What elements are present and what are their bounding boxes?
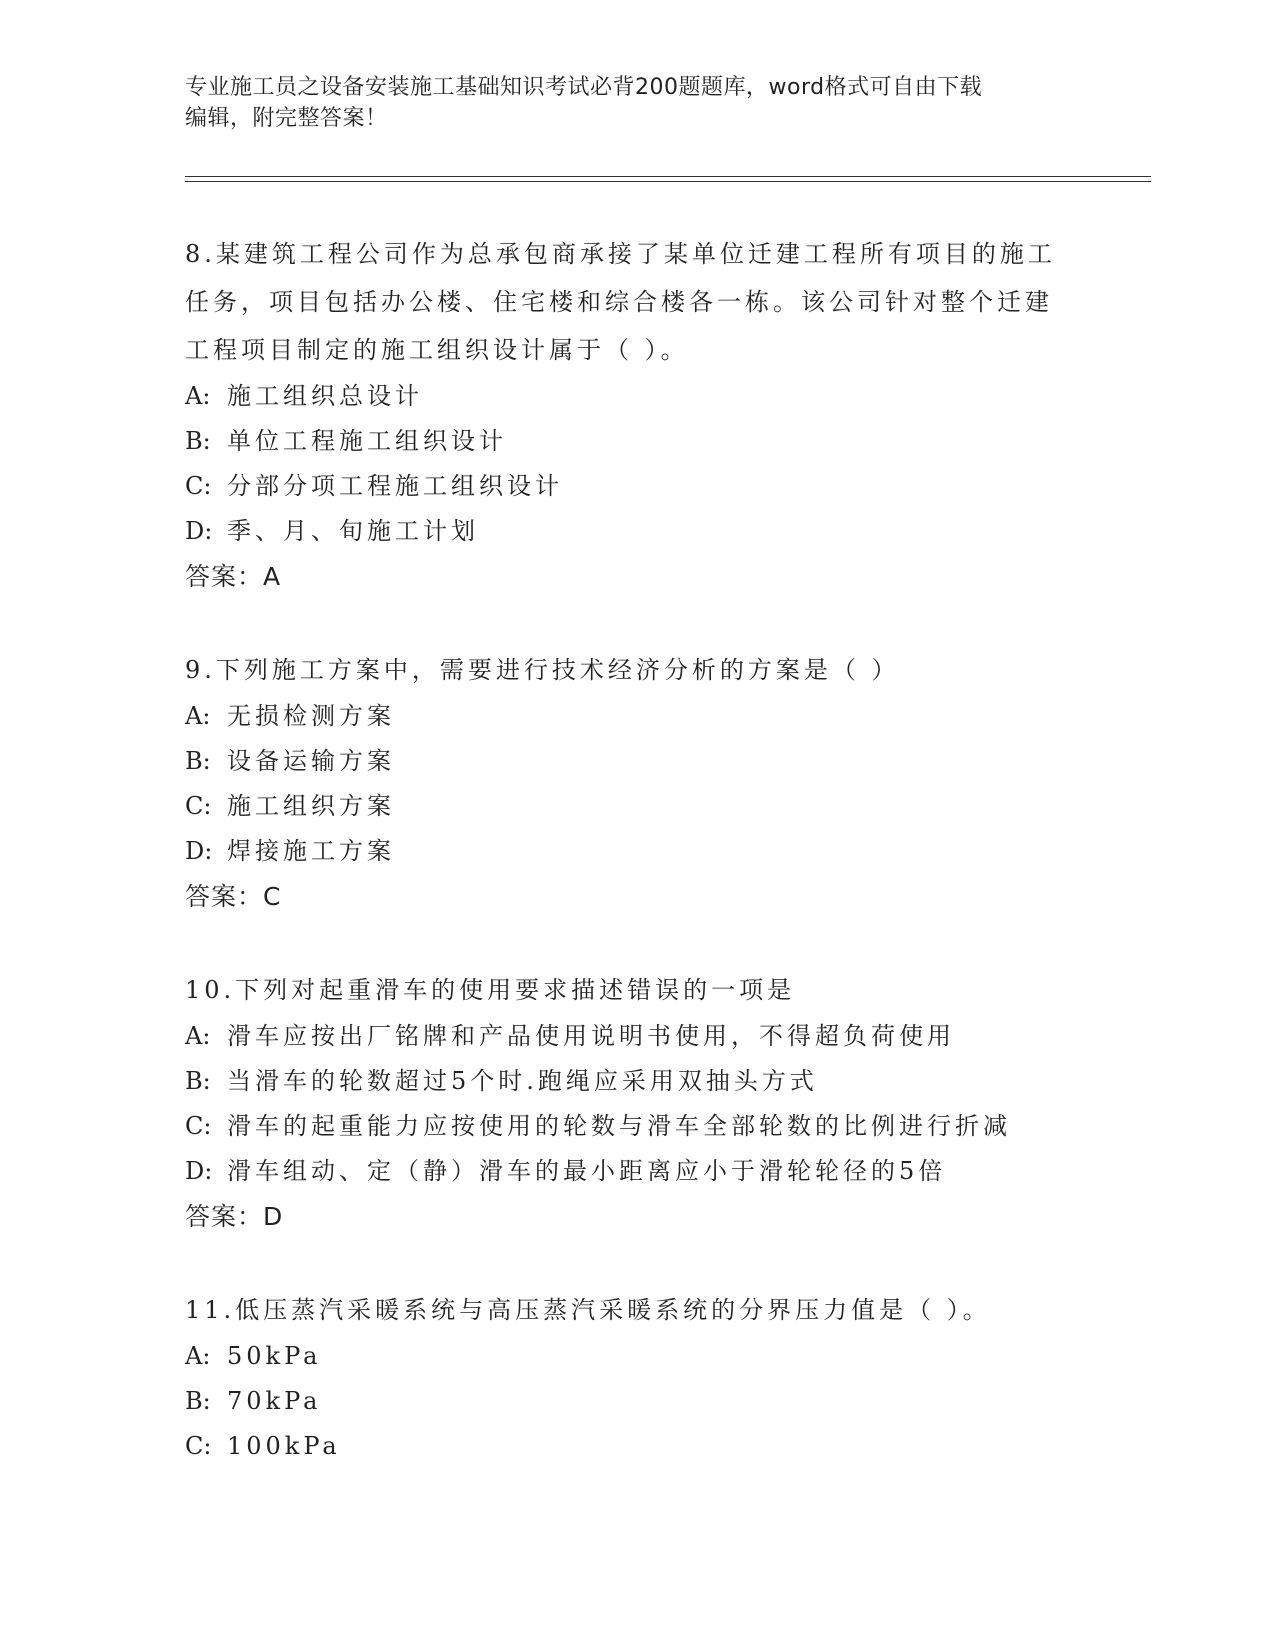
- option-label: B:: [185, 427, 211, 455]
- option-label: A:: [185, 702, 211, 730]
- question-stem: 11.低压蒸汽采暖系统与高压蒸汽采暖系统的分界压力值是（ ）。: [185, 1296, 991, 1324]
- option-text: 季、月、旬施工计划: [227, 517, 479, 545]
- option-d: [185, 829, 1065, 874]
- option-c: [185, 464, 1065, 509]
- question-11: [185, 1286, 1065, 1469]
- option-text: 焊接施工方案: [227, 837, 395, 865]
- option-text: 无损检测方案: [227, 702, 395, 730]
- option-label: C:: [185, 1112, 212, 1140]
- option-label: D:: [185, 517, 213, 545]
- option-b: [185, 419, 1065, 464]
- option-text: 当滑车的轮数超过5个时.跑绳应采用双抽头方式: [227, 1067, 818, 1095]
- option-label: D:: [185, 1157, 213, 1185]
- option-a: [185, 374, 1065, 419]
- option-c: [185, 1104, 1065, 1149]
- option-text: 分部分项工程施工组织设计: [227, 472, 563, 500]
- option-label: C:: [185, 792, 212, 820]
- option-text: 50kPa: [227, 1342, 322, 1370]
- option-d: [185, 509, 1065, 554]
- question-10: [185, 966, 1065, 1240]
- option-label: B:: [185, 1387, 211, 1415]
- option-text: 施工组织总设计: [227, 382, 423, 410]
- option-label: A:: [185, 382, 211, 410]
- option-label: B:: [185, 1067, 211, 1095]
- option-b: [185, 1059, 1065, 1104]
- option-text: 滑车的起重能力应按使用的轮数与滑车全部轮数的比例进行折减: [227, 1112, 1011, 1140]
- option-a: [185, 1334, 1065, 1379]
- option-text: 设备运输方案: [227, 747, 395, 775]
- question-stem: 8.某建筑工程公司作为总承包商承接了某单位迁建工程所有项目的施工任务，项目包括办公楼、住宅楼和综合楼各一栋。该公司针对整个迁建工程项目制定的施工组织设计属于（ ）。: [185, 240, 1056, 364]
- option-d: [185, 1149, 1065, 1194]
- answer-line: 答案：A: [185, 562, 282, 591]
- option-label: A:: [185, 1022, 211, 1050]
- header-divider-top: [185, 176, 1151, 177]
- option-label: B:: [185, 747, 211, 775]
- option-text: 单位工程施工组织设计: [227, 427, 507, 455]
- option-text: 滑车组动、定（静）滑车的最小距离应小于滑轮轮径的5倍: [227, 1157, 947, 1185]
- answer-line: 答案：C: [185, 882, 282, 911]
- option-text: 施工组织方案: [227, 792, 395, 820]
- option-label: C:: [185, 1432, 212, 1460]
- option-b: [185, 739, 1065, 784]
- option-c: [185, 1424, 1065, 1469]
- option-label: D:: [185, 837, 213, 865]
- question-8: [185, 230, 1065, 600]
- question-list: [185, 230, 1065, 1515]
- question-9: [185, 646, 1065, 920]
- option-text: 70kPa: [227, 1387, 322, 1415]
- document-header: [185, 72, 1085, 134]
- question-stem: 9.下列施工方案中，需要进行技术经济分析的方案是（ ）: [185, 656, 900, 684]
- header-divider-bottom: [185, 181, 1151, 182]
- option-text: 100kPa: [227, 1432, 341, 1460]
- header-title-line2: 编辑，附完整答案！: [185, 106, 388, 131]
- question-stem: 10.下列对起重滑车的使用要求描述错误的一项是: [185, 976, 796, 1004]
- option-text: 滑车应按出厂铭牌和产品使用说明书使用，不得超负荷使用: [227, 1022, 955, 1050]
- option-label: A:: [185, 1342, 211, 1370]
- option-a: [185, 1014, 1065, 1059]
- header-title-line1: 专业施工员之设备安装施工基础知识考试必背200题题库，word格式可自由下载: [185, 75, 983, 100]
- option-b: [185, 1379, 1065, 1424]
- option-label: C:: [185, 472, 212, 500]
- option-c: [185, 784, 1065, 829]
- option-a: [185, 694, 1065, 739]
- answer-line: 答案：D: [185, 1202, 284, 1231]
